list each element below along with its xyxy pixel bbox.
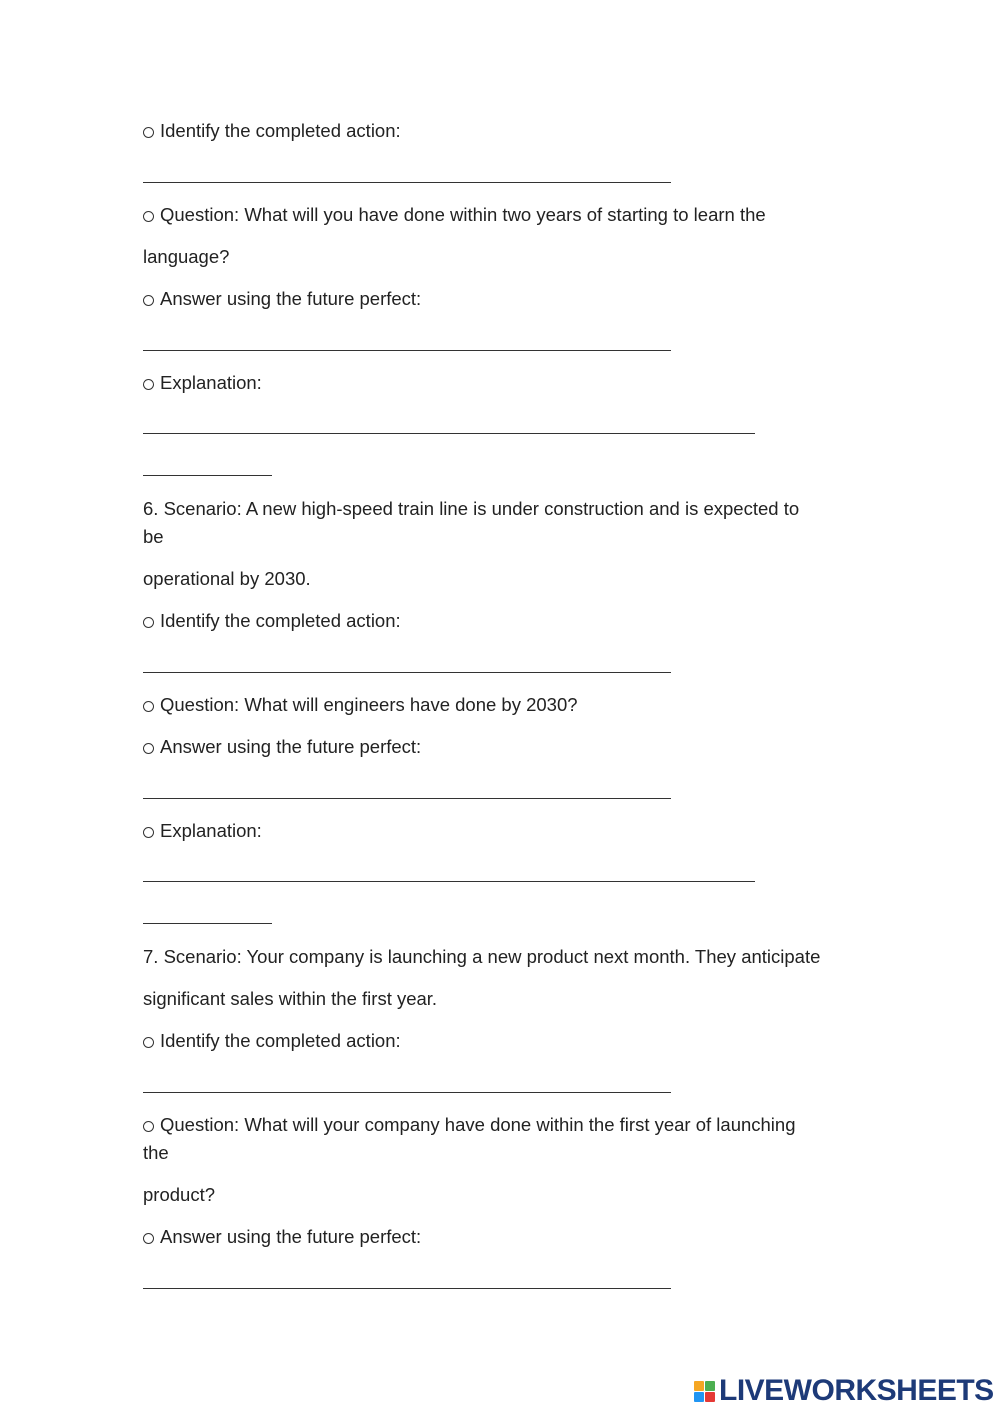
option-text: Question: What will you have done within two years of starting to learn the: [160, 204, 766, 225]
option-line: [143, 735, 421, 759]
option-text: Explanation:: [160, 372, 262, 393]
answer-blank[interactable]: [143, 475, 272, 476]
option-text: Identify the completed action:: [160, 120, 401, 141]
option-line: [143, 1225, 421, 1249]
answer-blank[interactable]: [143, 923, 272, 924]
option-continuation: product?: [143, 1184, 215, 1205]
circle-bullet-icon: [143, 295, 154, 306]
circle-bullet-icon: [143, 743, 154, 754]
option-text: Answer using the future perfect:: [160, 736, 422, 757]
logo-square-icon: [705, 1381, 715, 1391]
logo-square-icon: [694, 1381, 704, 1391]
scenario-heading: 7. Scenario: Your company is launching a new product next month. They anticipate: [143, 946, 821, 967]
answer-blank[interactable]: [143, 350, 671, 351]
option-line: [143, 119, 401, 143]
scenario-heading: 6. Scenario: A new high-speed train line is under construction and is expected to: [143, 498, 800, 519]
option-line: [143, 819, 262, 843]
option-line: [143, 203, 766, 227]
option-line: [143, 371, 262, 395]
liveworksheets-logo[interactable]: [694, 1374, 994, 1407]
option-text: Identify the completed action:: [160, 610, 401, 631]
circle-bullet-icon: [143, 701, 154, 712]
circle-bullet-icon: [143, 211, 154, 222]
logo-square-icon: [705, 1392, 715, 1402]
option-line: [143, 609, 401, 633]
circle-bullet-icon: [143, 1233, 154, 1244]
option-text: Question: What will engineers have done by 2030?: [160, 694, 578, 715]
option-text: Answer using the future perfect:: [160, 288, 422, 309]
circle-bullet-icon: [143, 1037, 154, 1048]
circle-bullet-icon: [143, 379, 154, 390]
option-line: [143, 693, 578, 717]
scenario-heading-continuation: significant sales within the first year.: [143, 988, 438, 1009]
option-continuation: the: [143, 1142, 169, 1163]
answer-blank[interactable]: [143, 433, 755, 434]
option-text: Answer using the future perfect:: [160, 1226, 422, 1247]
answer-blank[interactable]: [143, 672, 671, 673]
option-line: [143, 1113, 796, 1137]
answer-blank[interactable]: [143, 798, 671, 799]
option-text: Question: What will your company have done within the first year of launching: [160, 1114, 796, 1135]
option-line: [143, 1029, 401, 1053]
circle-bullet-icon: [143, 127, 154, 138]
answer-blank[interactable]: [143, 1288, 671, 1289]
scenario-heading-continuation: be: [143, 526, 164, 547]
option-text: Explanation:: [160, 820, 262, 841]
answer-blank[interactable]: [143, 881, 755, 882]
circle-bullet-icon: [143, 617, 154, 628]
option-text: Identify the completed action:: [160, 1030, 401, 1051]
logo-square-icon: [694, 1392, 704, 1402]
option-line: [143, 287, 421, 311]
answer-blank[interactable]: [143, 1092, 671, 1093]
circle-bullet-icon: [143, 827, 154, 838]
logo-text: LIVEWORKSHEETS: [719, 1374, 994, 1407]
option-continuation: language?: [143, 246, 230, 267]
circle-bullet-icon: [143, 1121, 154, 1132]
scenario-heading-continuation: operational by 2030.: [143, 568, 311, 589]
logo-mark-icon: [694, 1381, 715, 1402]
answer-blank[interactable]: [143, 182, 671, 183]
